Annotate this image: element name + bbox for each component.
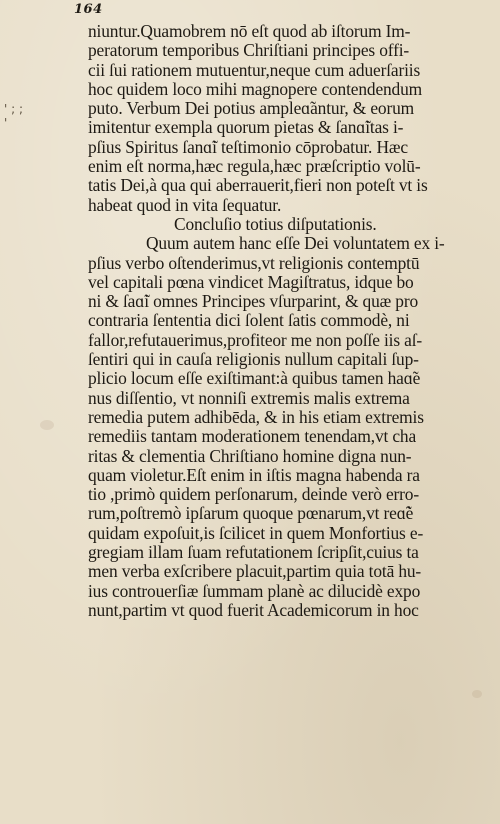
text-line: nus diſſentio, vt nonniſi extremis malis extrema bbox=[88, 387, 410, 408]
text-line: rum,poſtremò ipſarum quoque pœnarum,vt reɑ̃è bbox=[88, 503, 414, 524]
text-line: quam violetur.Eſt enim in iſtis magna habenda ra bbox=[88, 464, 420, 485]
text-line: ritas & clementia Chriſtiano homine digna nun- bbox=[88, 445, 412, 466]
text-line: peratorum temporibus Chriſtiani principes offi- bbox=[88, 40, 410, 61]
text-line: puto. Verbum Dei potius ampleɑ̃antur, & eorum bbox=[88, 98, 415, 119]
text-line: quidam expoſuit,is ſcilicet in quem Monfortius e- bbox=[88, 522, 424, 543]
text-line: men verba exſcribere placuit,partim quia totā hu- bbox=[88, 561, 422, 582]
text-line: contraria ſententia dici ſolent ſatis commodè, ni bbox=[88, 310, 410, 331]
text-line: gregiam illam ſuam refutationem ſcripſit,cuius ta bbox=[88, 542, 419, 563]
text-line: ſentiri qui in cauſa religionis nullum capitali ſup- bbox=[88, 349, 419, 370]
paragraph-first-line: Quum autem hanc eſſe Dei voluntatem ex i- bbox=[146, 233, 445, 254]
text-line: habeat quod in vita ſequatur. bbox=[88, 194, 282, 215]
margin-annotation: ' ; ; ' bbox=[4, 102, 24, 130]
text-line: fallor,refutauerimus,profiteor me non poſſe iis aſ- bbox=[88, 329, 423, 350]
text-line: nunt,partim vt quod fuerit Academicorum in hoc bbox=[88, 599, 419, 620]
text-line: hoc quidem loco mihi magnopere contendendum bbox=[88, 78, 423, 99]
text-line: plicio locum eſſe exiſtimant:à quibus tamen haɑ̃e bbox=[88, 368, 421, 389]
text-line: ius controuerſiæ ſummam planè ac dilucidè expo bbox=[88, 580, 421, 601]
text-line: pſius Spiritus ſanɑ̃i teſtimonio cōprobatur. Hæc bbox=[88, 136, 408, 157]
text-line: cii ſui rationem mutuentur,neque cum aduerſariis bbox=[88, 59, 421, 80]
text-line: remedia putem adhibēda, & in his etiam extremis bbox=[88, 406, 424, 427]
section-heading: Concluſio totius diſputationis. bbox=[174, 213, 377, 234]
text-line: ni & ſaɑ̃i omnes Principes vſurparint, & quæ pro bbox=[88, 291, 419, 312]
paper-stain bbox=[472, 690, 482, 698]
page-number: 164 bbox=[74, 2, 103, 17]
paper-stain bbox=[40, 420, 54, 430]
text-line: enim eſt norma,hæc regula,hæc præſcriptio volū- bbox=[88, 156, 421, 177]
text-line: remediis tantam moderationem tenendam,vt cha bbox=[88, 426, 417, 447]
text-line: imitentur exempla quorum pietas & ſanɑ̃itas i- bbox=[88, 117, 404, 138]
text-line: tatis Dei,à qua qui aberrauerit,fieri non poteſt vt is bbox=[88, 175, 428, 196]
text-line: pſius verbo oſtenderimus,vt religionis contemptū bbox=[88, 252, 420, 273]
body-text bbox=[88, 22, 450, 620]
text-line: niuntur.Quamobrem nō eſt quod ab iſtorum Im- bbox=[88, 21, 411, 41]
text-line: vel capitali pœna vindicet Magiſtratus, idque bo bbox=[88, 271, 414, 292]
text-line: tio ,primò quidem perſonarum, deinde verò erro- bbox=[88, 484, 419, 505]
